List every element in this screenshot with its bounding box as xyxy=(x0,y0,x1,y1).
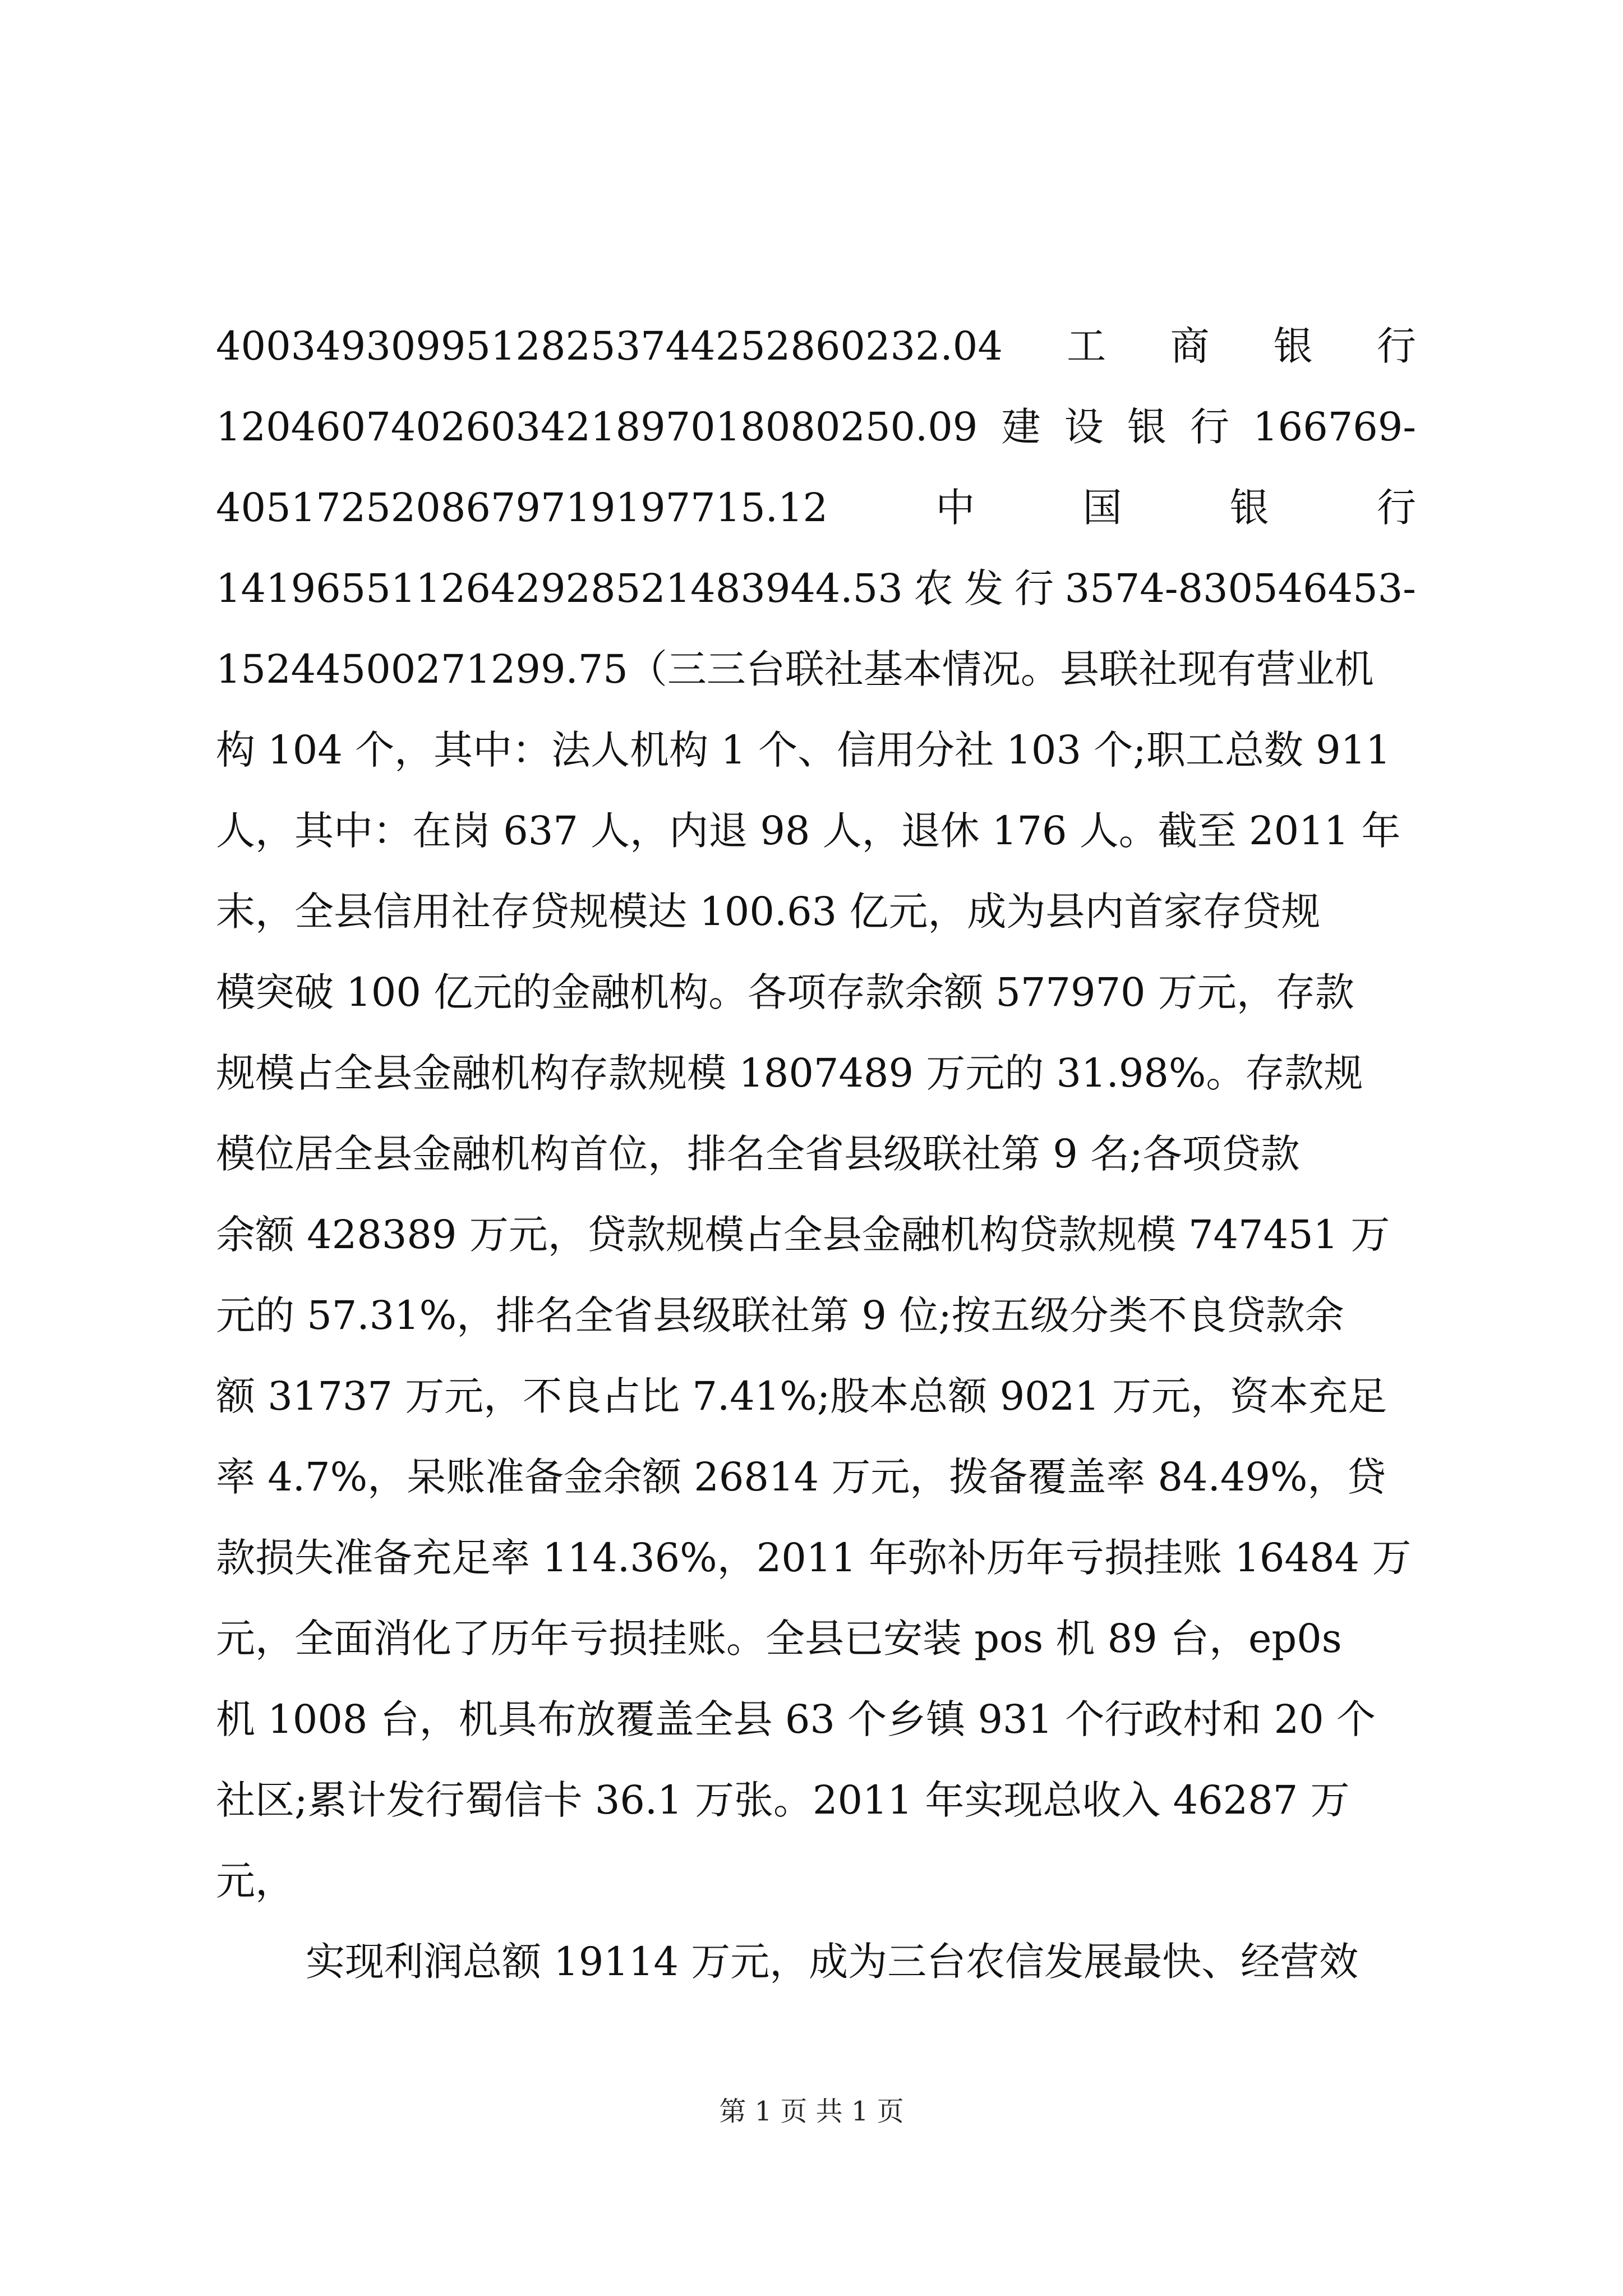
text-fragment: 国 xyxy=(1082,485,1122,531)
text-line: 率 4.7%，呆账准备金余额 26814 万元，拨备覆盖率 84.49%，贷 xyxy=(216,1454,1386,1500)
text-fragment: 商 xyxy=(1170,323,1210,369)
text-fragment: 405172520867971919771​5.12 xyxy=(216,485,828,531)
text-line: 额 31737 万元，不良占比 7.41%;股本总额 9021 万元，资本充足 xyxy=(216,1373,1387,1419)
text-fragment: 发 xyxy=(964,565,1004,611)
text-fragment: 3574-830546453- xyxy=(1064,565,1416,611)
text-line: 元，全面消化了历年亏损挂账。全县已安装 pos 机 89 台，ep0s xyxy=(216,1616,1342,1662)
text-line: 模突破 100 亿元的金融机构。各项存款余额 577970 万元，存款 xyxy=(216,969,1354,1015)
text-fragment: 银 xyxy=(1273,323,1313,369)
text-fragment: 400349309951282537442528602​32.04 xyxy=(216,323,1003,369)
paragraph-line: 实现利润总额 19114 万元，成为三台农信发展最快、经营效 xyxy=(306,1939,1359,1985)
text-line: 末，全县信用社存贷规模达 100.63 亿元，成为县内首家存贷规 xyxy=(216,889,1321,935)
text-fragment: 行 xyxy=(1189,404,1229,450)
text-fragment: 14196551126429285214839​44.53 xyxy=(216,565,903,611)
text-line: 人，其中：在岗 637 人，内退 98 人，退休 176 人。截至 2011 年 xyxy=(216,808,1401,854)
text-line xyxy=(216,386,1416,467)
text-fragment: 166769- xyxy=(1253,404,1416,450)
text-fragment: 行 xyxy=(1377,485,1416,531)
text-fragment: 农 xyxy=(914,565,953,611)
text-line: 元， xyxy=(216,1858,294,1904)
text-fragment: 行 xyxy=(1014,565,1054,611)
text-line: 构 104 个，其中：法人机构 1 个、信用分社 103 个;职工总数 911 xyxy=(216,727,1391,773)
text-line: 社区;累计发行蜀信卡 36.1 万张。2011 年实现总收入 46287 万 xyxy=(216,1777,1350,1823)
text-line xyxy=(216,548,1416,629)
text-line: 机 1008 台，机具布放覆盖全县 63 个乡镇 931 个行政村和 20 个 xyxy=(216,1696,1376,1742)
text-fragment: 设 xyxy=(1064,404,1104,450)
document-body xyxy=(216,306,1416,2002)
text-line: 规模占全县金融机构存款规模 1807489 万元的 31.98%。存款规 xyxy=(216,1050,1363,1096)
text-fragment: 工 xyxy=(1067,323,1106,369)
page-footer: 第 1 页 共 1 页 xyxy=(719,2096,904,2127)
text-line: 元的 57.31%，排名全省县级联社第 9 位;按五级分类不良贷款余 xyxy=(216,1292,1344,1338)
text-fragment: 银 xyxy=(1127,404,1166,450)
text-fragment: 建 xyxy=(1001,404,1041,450)
text-fragment: 中 xyxy=(935,485,975,531)
text-fragment: 行 xyxy=(1377,323,1416,369)
text-line: 15244500271299.75（三三台联社基本情况。县联社现有营业机 xyxy=(216,646,1374,692)
text-line xyxy=(216,306,1416,386)
text-line: 款损失准备充足率 114.36%，2011 年弥补历年亏损挂账 16484 万 xyxy=(216,1535,1412,1581)
text-line: 模位居全县金融机构首位，排名全省县级联社第 9 名;各项贷款 xyxy=(216,1131,1300,1177)
text-fragment: 12046074026034218970180802​50.09 xyxy=(216,404,978,450)
text-line xyxy=(216,467,1416,548)
text-fragment: 银 xyxy=(1229,485,1269,531)
text-line: 余额 428389 万元，贷款规模占全县金融机构贷款规模 747451 万 xyxy=(216,1212,1390,1258)
